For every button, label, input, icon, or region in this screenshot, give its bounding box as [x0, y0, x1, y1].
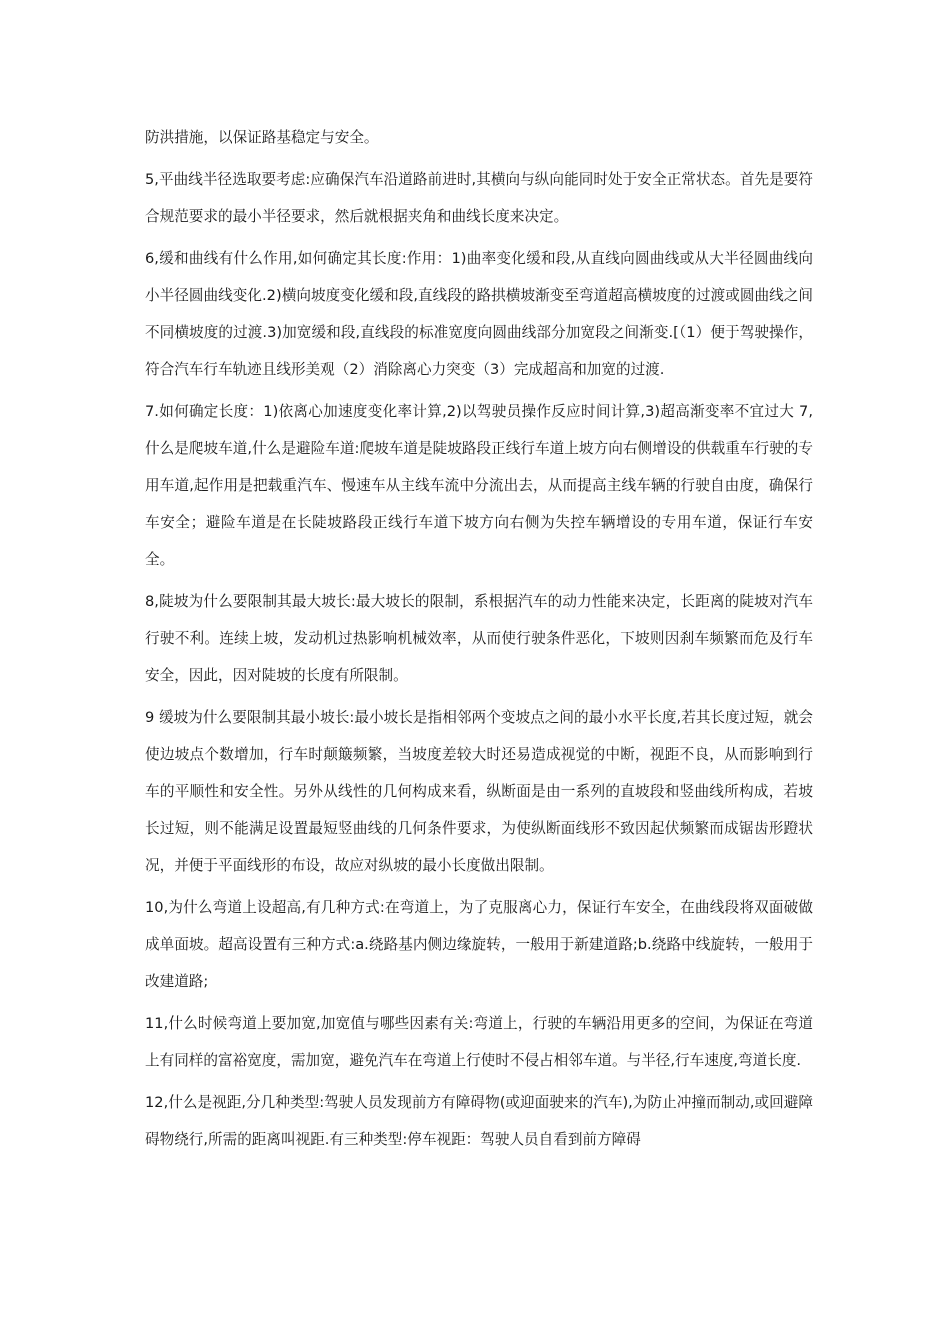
- document-body: [145, 119, 813, 1163]
- paragraph-q7-climbing-lane: 7.如何确定长度：1)依离心加速度变化率计算,2)以驾驶员操作反应时间计算,3)超高渐变率不宜过大 7,什么是爬坡车道,什么是避险车道:爬坡车道是陡坡路段正线行车道上坡方向右侧增设的供载重车行驶的专用车道,起作用是把载重汽车、慢速车从主线车流中分流出去，从而提高主线车辆的行驶自由度，确保行车安全；避险车道是在长陡坡路段正线行车道下坡方向右侧为失控车辆增设的专用车道，保证行车安全。: [145, 403, 813, 568]
- paragraph-q9-min-grade-length: 9 缓坡为什么要限制其最小坡长:最小坡长是指相邻两个变坡点之间的最小水平长度,若其长度过短，就会使边坡点个数增加，行车时颠簸频繁，当坡度差较大时还易造成视觉的中断，视距不良，从而影响到行车的平顺性和安全性。另外从线性的几何构成来看，纵断面是由一系列的直坡段和竖曲线所构成，若坡长过短，则不能满足设置最短竖曲线的几何条件要求，为使纵断面线形不致因起伏频繁而成锯齿形蹬状况，并便于平面线形的布设，故应对纵坡的最小长度做出限制。: [145, 709, 813, 874]
- paragraph-q11-widening: 11,什么时候弯道上要加宽,加宽值与哪些因素有关:弯道上，行驶的车辆沿用更多的空间，为保证在弯道上有同样的富裕宽度，需加宽，避免汽车在弯道上行使时不侵占相邻车道。与半径,行车速度,弯道长度.: [145, 1015, 813, 1069]
- paragraph-q8-max-grade-length: 8,陡坡为什么要限制其最大坡长:最大坡长的限制，系根据汽车的动力性能来决定，长距离的陡坡对汽车行驶不利。连续上坡，发动机过热影响机械效率，从而使行驶条件恶化，下坡则因刹车频繁而危及行车安全，因此，因对陡坡的长度有所限制。: [145, 593, 813, 684]
- paragraph-q5-curve-radius: 5,平曲线半径选取要考虑:应确保汽车沿道路前进时,其横向与纵向能同时处于安全正常状态。首先是要符合规范要求的最小半径要求，然后就根据夹角和曲线长度来决定。: [145, 171, 813, 225]
- paragraph-q6-transition-curve: 6,缓和曲线有什么作用,如何确定其长度:作用：1)曲率变化缓和段,从直线向圆曲线或从大半径圆曲线向小半径圆曲线变化.2)横向坡度变化缓和段,直线段的路拱横坡渐变至弯道超高横坡度的过渡或圆曲线之间不同横坡度的过渡.3)加宽缓和段,直线段的标准宽度向圆曲线部分加宽段之间渐变.[（1）便于驾驶操作，符合汽车行车轨迹且线形美观（2）消除离心力突变（3）完成超高和加宽的过渡.: [145, 250, 813, 378]
- paragraph-q12-sight-distance: 12,什么是视距,分几种类型:驾驶人员发现前方有障碍物(或迎面驶来的汽车),为防止冲撞而制动,或回避障碍物绕行,所需的距离叫视距.有三种类型:停车视距：驾驶人员自看到前方障碍: [145, 1094, 813, 1148]
- paragraph-q10-superelevation: 10,为什么弯道上设超高,有几种方式:在弯道上，为了克服离心力，保证行车安全，在曲线段将双面破做成单面坡。超高设置有三种方式:a.绕路基内侧边缘旋转，一般用于新建道路;b.绕路中线旋转，一般用于改建道路;: [145, 899, 813, 990]
- paragraph-flood-control: 防洪措施，以保证路基稳定与安全。: [145, 129, 379, 146]
